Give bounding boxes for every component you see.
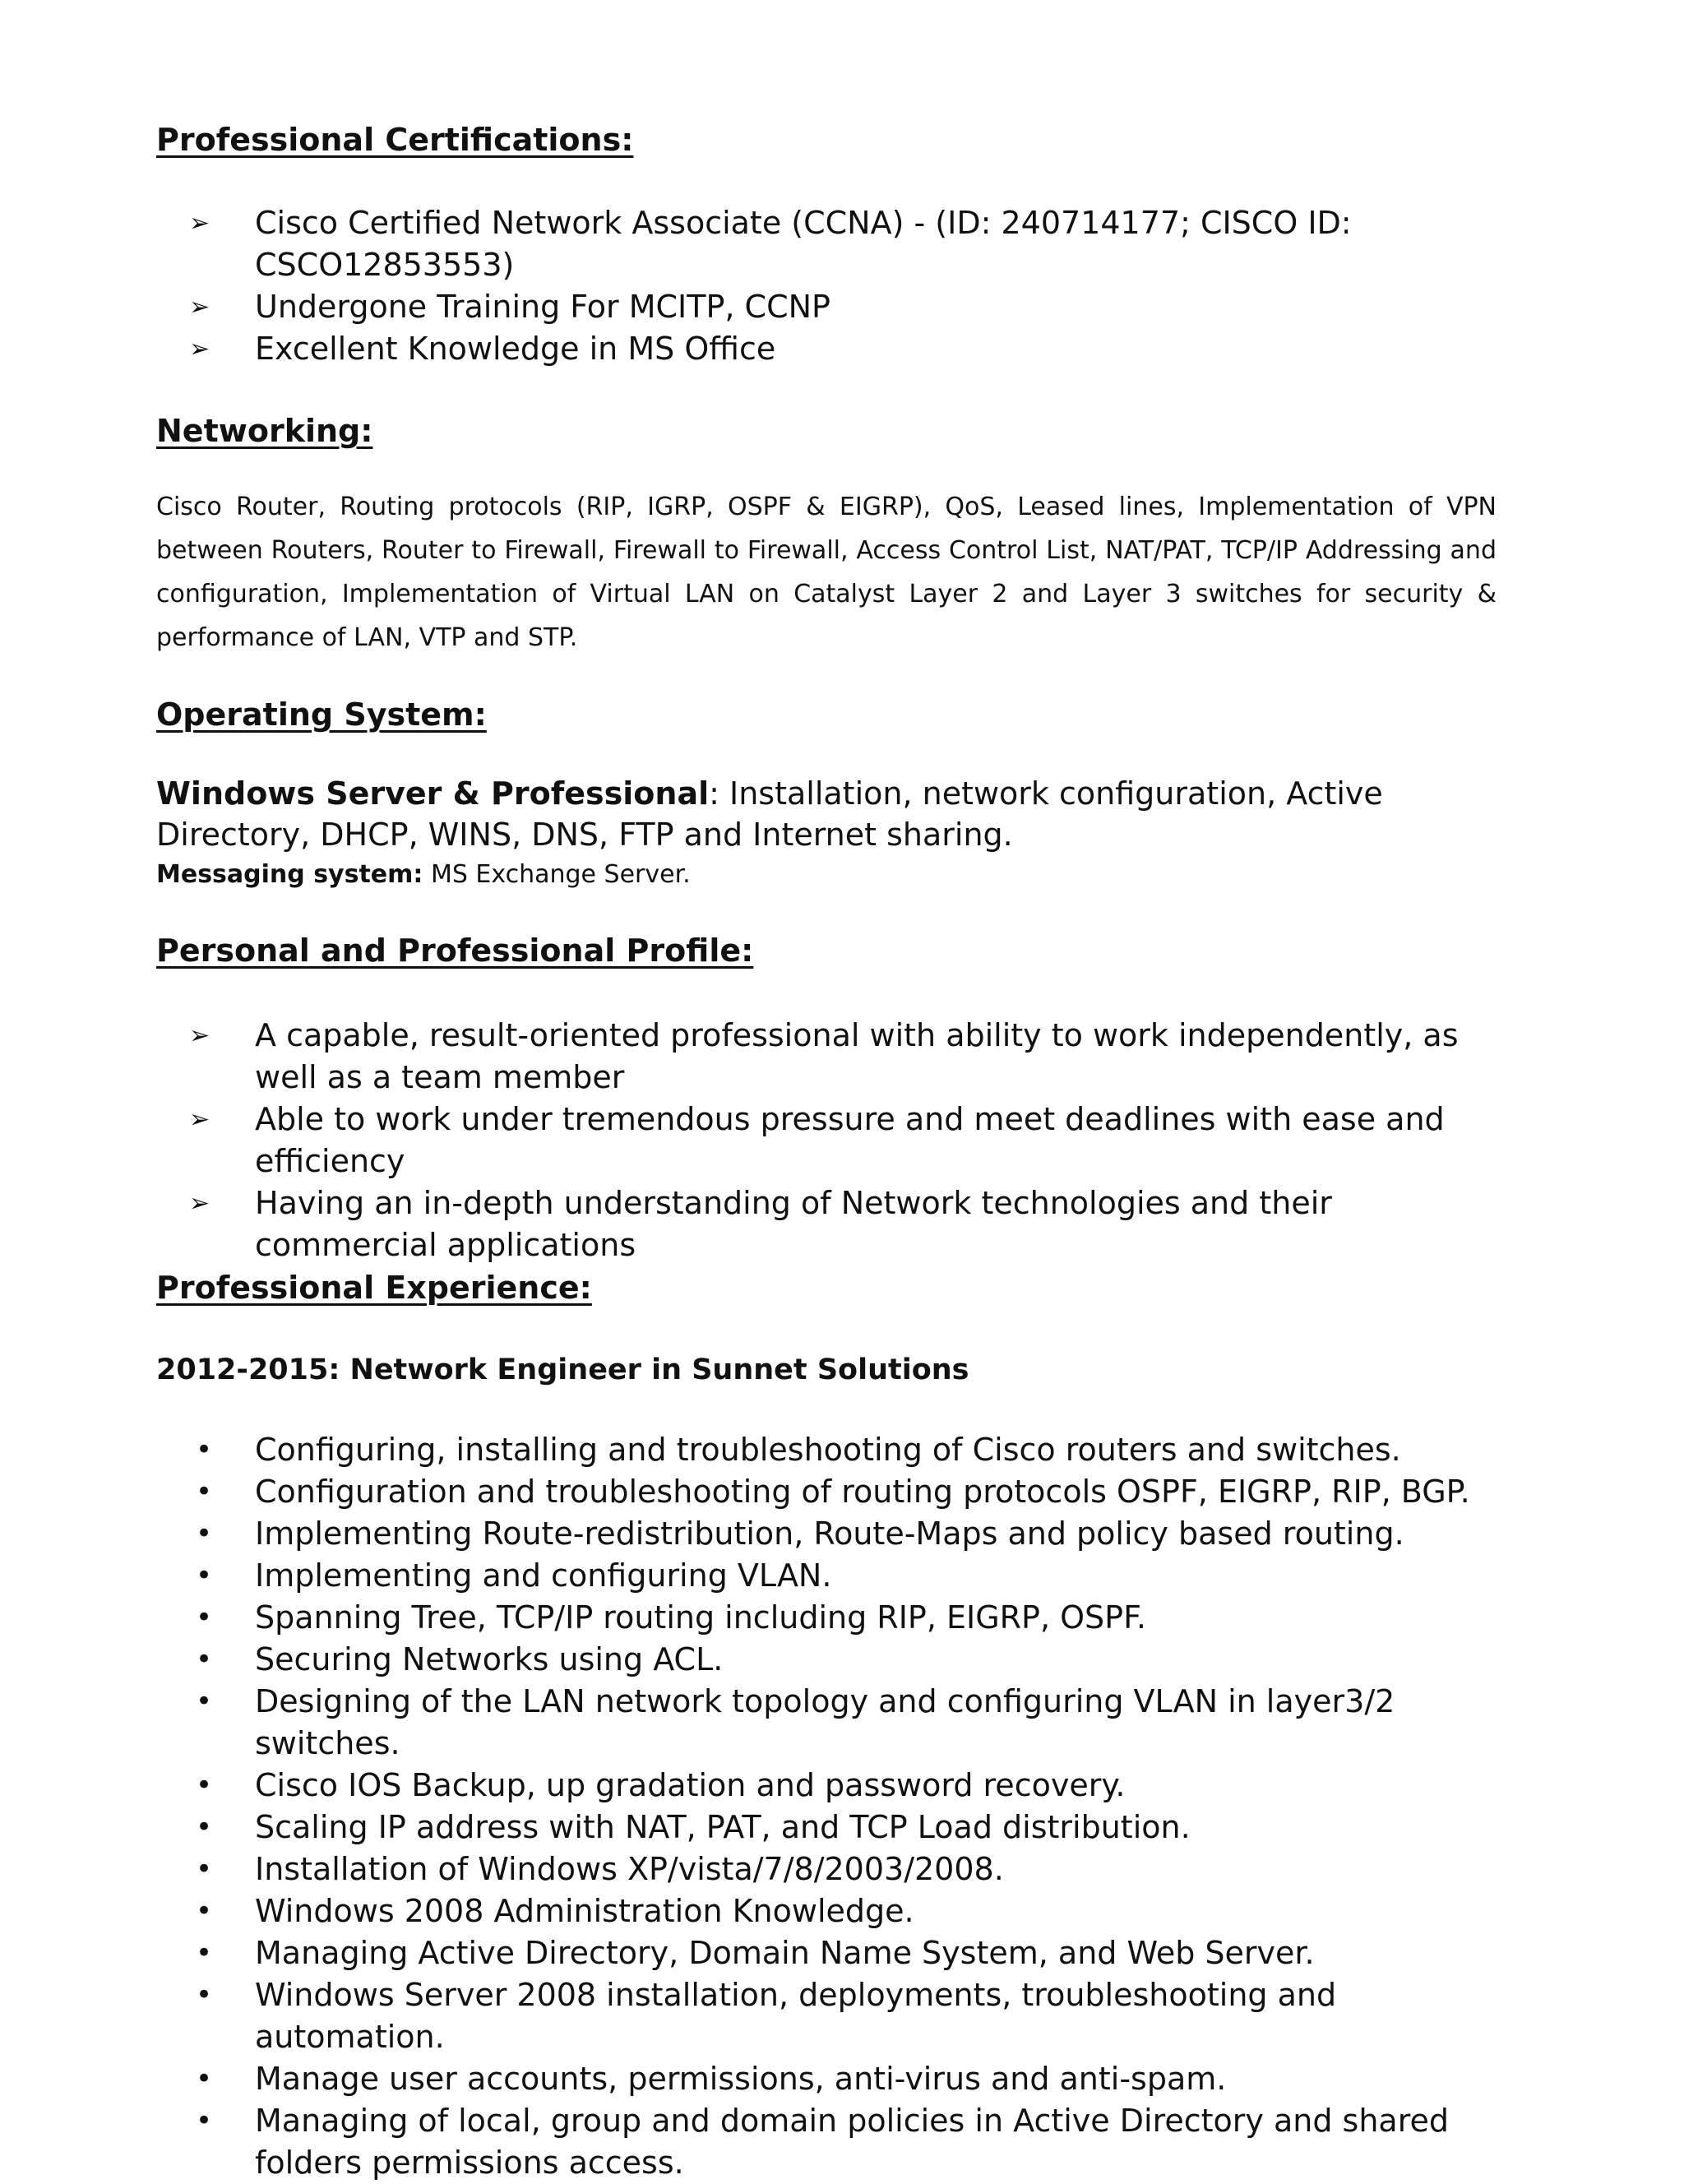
- list-item: • Cisco IOS Backup, up gradation and password recovery.: [156, 1765, 1488, 1807]
- bullet-icon: •: [196, 1685, 213, 1718]
- bullet-icon: •: [196, 1936, 213, 1969]
- list-item: ➢ Excellent Knowledge in MS Office: [156, 328, 1488, 370]
- experience-list: [156, 1429, 1488, 2184]
- list-item: • Designing of the LAN network topology and configuring VLAN in layer3/2 switches.: [156, 1681, 1488, 1765]
- messaging-text: MS Exchange Server.: [423, 860, 691, 889]
- certifications-list: [156, 202, 1488, 370]
- experience-heading: Professional Experience:: [156, 1270, 592, 1306]
- arrow-bullet-icon: ➢: [189, 335, 210, 363]
- profile-list: [156, 1015, 1488, 1266]
- networking-text: Cisco Router, Routing protocols (RIP, IGRP, OSPF & EIGRP), QoS, Leased lines, Implementation of VPN between Routers, Router to Firewall, Firewall to Firewall, Access Control List, NAT/PAT, TCP/IP Addressing and configuration, Implementation of Virtual LAN on Catalyst Layer 2 and Layer 3 switches for security & performance of LAN, VTP and STP.: [156, 493, 1497, 652]
- list-item: ➢ Having an in-depth understanding of Network technologies and their commercial applications: [156, 1182, 1488, 1266]
- list-item: • Windows Server 2008 installation, deployments, troubleshooting and automation.: [156, 1974, 1488, 2058]
- networking-heading: Networking:: [156, 413, 373, 449]
- bullet-icon: •: [196, 1978, 213, 2011]
- list-item: • Manage user accounts, permissions, anti-virus and anti-spam.: [156, 2058, 1488, 2100]
- messaging-line: [156, 860, 691, 889]
- list-item: • Windows 2008 Administration Knowledge.: [156, 1890, 1488, 1932]
- list-item: • Managing Active Directory, Domain Name System, and Web Server.: [156, 1932, 1488, 1974]
- bullet-icon: •: [196, 1853, 213, 1886]
- windows-paragraph: [156, 773, 1497, 855]
- bullet-icon: •: [196, 1601, 213, 1634]
- bullet-icon: •: [196, 2062, 213, 2095]
- list-item: • Configuring, installing and troubleshooting of Cisco routers and switches.: [156, 1429, 1488, 1471]
- list-item: ➢ Undergone Training For MCITP, CCNP: [156, 286, 1488, 328]
- bullet-icon: •: [196, 1769, 213, 1802]
- certifications-heading: Professional Certifications:: [156, 122, 634, 158]
- job-title: 2012-2015: Network Engineer in Sunnet Solutions: [156, 1353, 969, 1386]
- list-item: ➢ A capable, result-oriented professional with ability to work independently, as well as a team member: [156, 1015, 1488, 1099]
- bullet-icon: •: [196, 1559, 213, 1592]
- arrow-bullet-icon: ➢: [189, 209, 210, 238]
- list-item: • Securing Networks using ACL.: [156, 1639, 1488, 1681]
- list-item: • Scaling IP address with NAT, PAT, and TCP Load distribution.: [156, 1807, 1488, 1849]
- list-item: • Implementing and configuring VLAN.: [156, 1555, 1488, 1597]
- messaging-label: Messaging system:: [156, 860, 423, 889]
- list-item: • Spanning Tree, TCP/IP routing including RIP, EIGRP, OSPF.: [156, 1597, 1488, 1639]
- windows-label: Windows Server & Professional: [156, 775, 710, 812]
- profile-heading: Personal and Professional Profile:: [156, 932, 754, 969]
- list-item: ➢ Cisco Certified Network Associate (CCNA) - (ID: 240714177; CISCO ID: CSCO12853553): [156, 202, 1488, 286]
- operating-system-heading: Operating System:: [156, 696, 487, 733]
- list-item: • Installation of Windows XP/vista/7/8/2003/2008.: [156, 1849, 1488, 1890]
- windows-text: : Installation, network configuration, Active Directory, DHCP, WINS, DNS, FTP and Internet sharing.: [156, 775, 1383, 853]
- arrow-bullet-icon: ➢: [189, 1021, 210, 1050]
- bullet-icon: •: [196, 1475, 213, 1508]
- list-item: • Managing of local, group and domain policies in Active Directory and shared folders permissions access.: [156, 2100, 1488, 2184]
- bullet-icon: •: [196, 1517, 213, 1550]
- list-item: • Configuration and troubleshooting of routing protocols OSPF, EIGRP, RIP, BGP.: [156, 1471, 1488, 1513]
- bullet-icon: •: [196, 1643, 213, 1676]
- bullet-icon: •: [196, 1433, 213, 1466]
- bullet-icon: •: [196, 1895, 213, 1927]
- list-item: ➢ Able to work under tremendous pressure and meet deadlines with ease and efficiency: [156, 1099, 1488, 1182]
- bullet-icon: •: [196, 2104, 213, 2137]
- bullet-icon: •: [196, 1811, 213, 1844]
- list-item: • Implementing Route-redistribution, Route-Maps and policy based routing.: [156, 1513, 1488, 1555]
- arrow-bullet-icon: ➢: [189, 1189, 210, 1218]
- arrow-bullet-icon: ➢: [189, 1105, 210, 1134]
- arrow-bullet-icon: ➢: [189, 293, 210, 322]
